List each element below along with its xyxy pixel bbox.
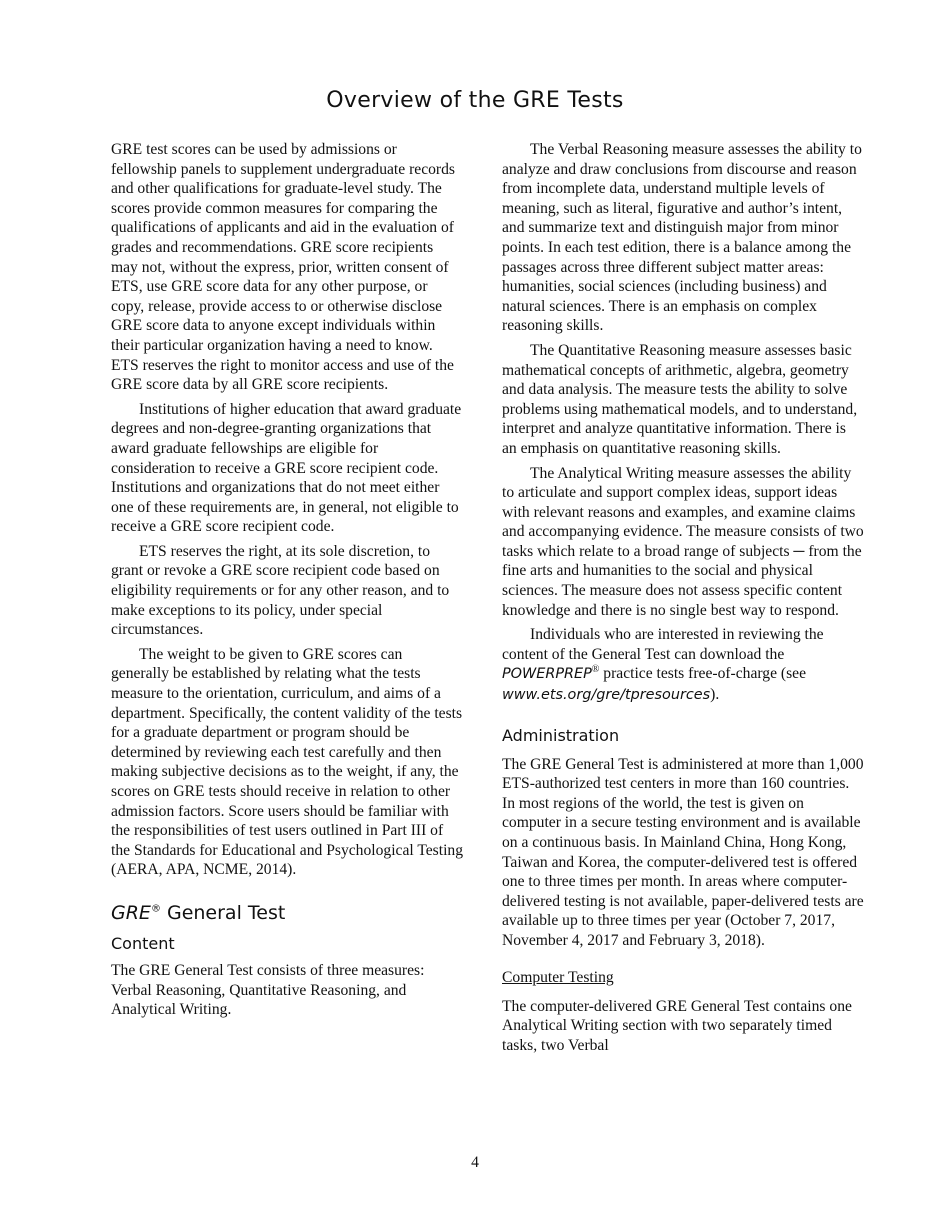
eligibility-paragraph: Institutions of higher education that award graduate degrees and non-degree-granting organizations that award graduate fellowships are eligible for consideration to receive a GRE score recipient code. Institutions and organizations that do not meet either one of these requirements are, in general, not eligible to receive a GRE score recipient code. (111, 400, 462, 536)
computer-testing-paragraph: The computer-delivered GRE General Test contains one Analytical Writing section with two separately timed tasks, two Verbal (502, 997, 852, 1054)
measures-paragraph: The GRE General Test consists of three measures: Verbal Reasoning, Quantitative Reasoning, and Analytical Writing. (111, 961, 425, 1019)
verbal-reasoning-paragraph: The Verbal Reasoning measure assesses the ability to analyze and draw conclusions from discourse and reason from incomplete data, understand multiple levels of meaning, such as literal, figurative and author’s intent, and summarize text and distinguish major from minor points. In each test edition, there is a balance among the passages across three different subject matter areas: humanities, social sciences (including business) and natural sciences. There is an emphasis on complex reasoning skills. (502, 141, 862, 335)
score-weight-paragraph: The weight to be given to GRE scores can generally be established by relating what the tests measure to the orientation, curriculum, and aims of a department. Specifically, the content validity of the tests for a graduate department or program should be determined by reviewing each test carefully and then making subjective decisions as to the weight, if any, the scores on GRE tests should receive in relation to other admission factors. Score users should be familiar with the responsibilities of test users outlined in Part III of the Standards for Educational and Psychological Testing (AERA, APA, NCME, 2014). (111, 645, 464, 879)
administration-heading: Administration (502, 725, 620, 745)
administration-paragraph: The GRE General Test is administered at more than 1,000 ETS-authorized test centers in more than 160 countries. In most regions of the world, the test is given on computer in a secure testing environment and is available on a continuous basis. In Mainland China, Hong Kong, Taiwan and Korea, the computer-delivered test is offered one to three times per month. In areas where computer-delivered testing is not available, paper-delivered tests are available up to three times per year (October 7, 2017, November 4, 2017 and February 3, 2018). (502, 755, 864, 949)
registered-mark: ® (150, 903, 161, 915)
tpresources-link[interactable]: www.ets.org/gre/tpresources (502, 687, 711, 704)
computer-testing-heading: Computer Testing (502, 968, 614, 986)
powerprep-paragraph (502, 625, 864, 705)
ets-rights-paragraph: ETS reserves the right, at its sole discretion, to grant or revoke a GRE score recipient code based on eligibility requirements or for any other reason, and to make exceptions to its policy, under special circumstances. (111, 542, 450, 639)
powerprep-text-end: ). (710, 686, 720, 704)
powerprep-text-start: Individuals who are interested in reviewing the content of the General Test can download the (502, 626, 824, 663)
analytical-writing-paragraph: The Analytical Writing measure assesses the ability to articulate and support complex ideas, support ideas with relevant reasons and examples, and examine claims and accompanying evidence. The measure consists of two tasks which relate to a broad range of subjects ─ from the fine arts and humanities to the social and physical sciences. The measure does not assess specific content knowledge and there is no single best way to respond. (502, 464, 864, 619)
general-test-heading-text: General Test (160, 901, 286, 924)
page-title: Overview of the GRE Tests (326, 88, 624, 113)
powerprep-text-mid: practice tests free-of-charge (see (599, 665, 807, 683)
general-test-heading (111, 902, 463, 924)
powerprep-brand: POWERPREP (502, 666, 592, 683)
content-heading: Content (111, 933, 175, 953)
right-column (502, 140, 864, 1060)
quantitative-reasoning-paragraph: The Quantitative Reasoning measure assesses basic mathematical concepts of arithmetic, algebra, geometry and data analysis. The measure tests the ability to solve problems using mathematical models, and to understand, interpret and analyze quantitative information. There is an emphasis on quantitative reasoning skills. (502, 341, 858, 457)
page-number: 4 (471, 1154, 479, 1171)
powerprep-registered-mark: ® (591, 664, 600, 676)
scores-use-paragraph: GRE test scores can be used by admissions or fellowship panels to supplement undergraduate records and other qualifications for graduate-level study. The scores provide common measures for comparing the qualifications of applicants and aid in the evaluation of grades and recommendations. GRE score recipients may not, without the express, prior, written consent of ETS, use GRE score data for any other purpose, or copy, release, provide access to or otherwise disclose GRE score data to anyone except individuals within their particular organization having a need to know. ETS reserves the right to monitor access and use of the GRE score data by all GRE score recipients. (111, 141, 455, 394)
left-column (111, 140, 463, 1025)
gre-brand: GRE (111, 901, 151, 924)
